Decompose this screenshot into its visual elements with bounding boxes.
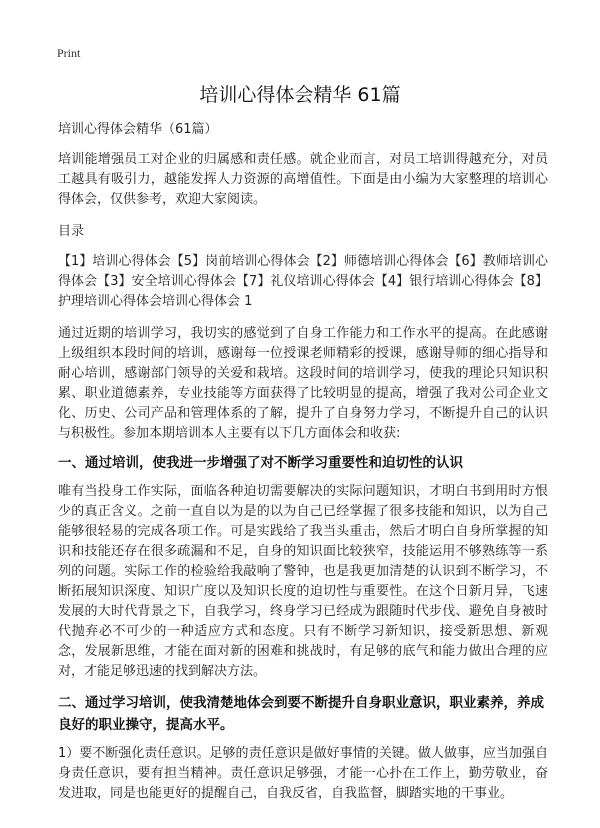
intro-paragraph: 培训能增强员工对企业的归属感和责任感。就企业而言，对员工培训得越充分，对员工越具有吸引力，越能发挥人力资源的高增值性。下面是由小编为大家整理的培训心得体会，仅供参考，欢迎大家阅读。 <box>58 152 548 207</box>
document-subtitle: 培训心得体会精华（61篇） <box>58 122 218 137</box>
document-title: 培训心得体会精华 61篇 <box>199 84 401 106</box>
body-paragraph-1: 通过近期的培训学习，我切实的感觉到了自身工作能力和工作水平的提高。在此感谢上级组织本段时间的培训，感谢每一位授课老师精彩的授课，感谢导师的细心指导和耐心培训，感谢部门领导的关爱和栽培。这段时间的培训学习，使我的理论只知识积累、职业道德素养，专业技能等方面获得了比较明显的提高，增强了我对公司企业文化、历史、公司产品和管理体系的了解，提升了自身努力学习，不断提升自己的认识与积极性。参加本期培训本人主要有以下几方面体会和收获: <box>58 326 548 441</box>
toc-list: 【1】培训心得体会【5】岗前培训心得体会【2】师德培训心得体会【6】教师培训心得体会【3】安全培训心得体会【7】礼仪培训心得体会【4】银行培训心得体会【8】护理培训心得体会培训心得体会 1 <box>58 254 548 309</box>
toc-heading: 目录 <box>58 224 85 239</box>
document-content <box>58 120 548 804</box>
body-paragraph-2: 唯有当投身工作实际，面临各种迫切需要解决的实际问题知识，才明白书到用时方恨少的真正含义。之前一直自以为是的以为自己已经掌握了很多技能和知识，以为自己能够很轻易的完成各项工作。可是实践给了我当头重击，然后才明白自身所掌握的知识和技能还存在很多疏漏和不足，自身的知识面比较狭窄，技能运用不够熟练等一系列的问题。实际工作的检验给我敲响了警钟，也是我更加清楚的认识到不断学习，不断拓展知识深度、知识广度以及知识长度的迫切性与重要性。在这个日新月异，飞速发展的大时代背景之下，自我学习，终身学习已经成为跟随时代步伐、避免自身被时代抛弃必不可少的一种适应方式和态度。只有不断学习新知识，接受新思想、新观念，发展新思维，才能在面对新的困难和挑战时，有足够的底气和能力做出合理的应对，才能足够迅速的找到解决方法。 <box>58 484 548 679</box>
section-heading-2: 二、通过学习培训，使我清楚地体会到要不断提升自身职业意识，职业素养，养成良好的职业操守，提高水平。 <box>58 695 544 733</box>
print-label: Print <box>57 46 81 60</box>
section-heading-1: 一、通过培训，使我进一步增强了对不断学习重要性和迫切性的认识 <box>58 455 463 471</box>
body-paragraph-3: 1）要不断强化责任意识。足够的责任意识是做好事情的关键。做人做事，应当加强自身责任意识，要有担当精神。责任意识足够强，才能一心扑在工作上，勤劳敬业，奋发进取，同是也能更好的提醒自己，自我反省，自我监督，脚踏实地的干事业。 <box>58 746 548 801</box>
